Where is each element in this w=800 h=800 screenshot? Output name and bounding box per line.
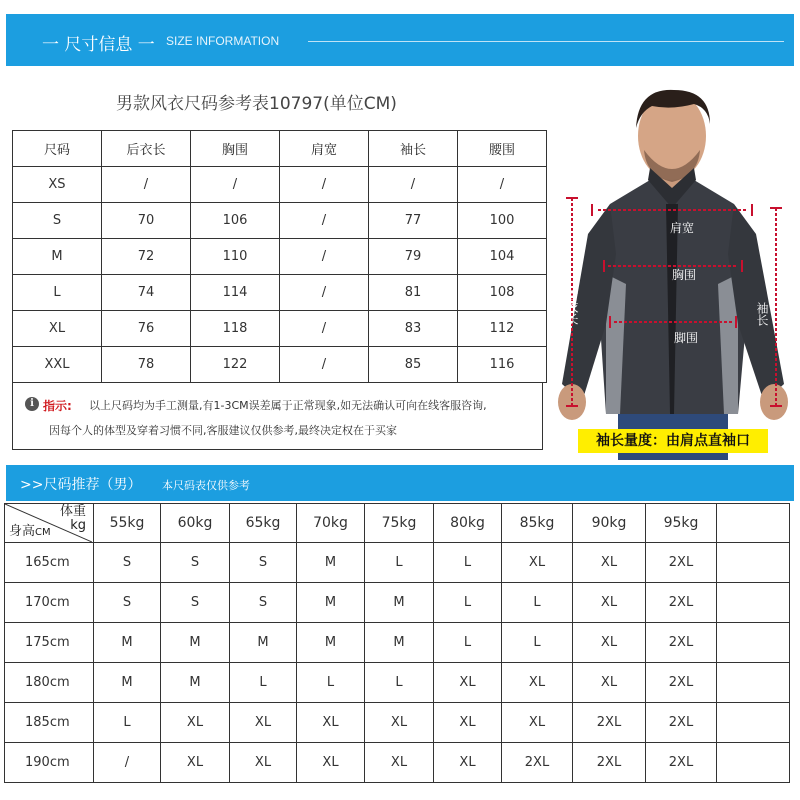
size-cell: XL xyxy=(365,743,434,783)
size-cell: M xyxy=(297,543,365,583)
weight-header xyxy=(717,504,790,543)
table-cell: 72 xyxy=(102,239,191,275)
table-cell: / xyxy=(280,275,369,311)
size-cell: M xyxy=(94,623,161,663)
size-cell xyxy=(717,623,790,663)
corner-cell xyxy=(5,504,94,543)
size-cell: M xyxy=(230,623,297,663)
size-chart-header-row xyxy=(13,131,547,167)
size-cell: 2XL xyxy=(646,663,717,703)
table-row xyxy=(13,239,547,275)
info-icon: i xyxy=(25,397,39,411)
size-cell: XL xyxy=(297,743,365,783)
size-cell: XL xyxy=(573,663,646,703)
recommend-subtitle: 本尺码表仅供参考 xyxy=(162,479,250,492)
size-cell: XL xyxy=(573,543,646,583)
table-cell: XL xyxy=(13,311,102,347)
table-cell: 116 xyxy=(458,347,547,383)
size-cell: L xyxy=(434,623,502,663)
size-cell: 2XL xyxy=(502,743,573,783)
table-cell: 100 xyxy=(458,203,547,239)
table-cell: / xyxy=(280,239,369,275)
recommend-title: >>尺码推荐（男） xyxy=(20,477,142,493)
size-cell: XL xyxy=(573,583,646,623)
corner-kg-label: kg xyxy=(70,518,86,533)
size-cell: M xyxy=(297,623,365,663)
table-cell: 106 xyxy=(191,203,280,239)
right-hand xyxy=(760,384,788,420)
table-cell: / xyxy=(458,167,547,203)
table-cell: 70 xyxy=(102,203,191,239)
size-cell: XL xyxy=(161,743,230,783)
table-cell: L xyxy=(13,275,102,311)
size-cell: 2XL xyxy=(573,703,646,743)
table-cell: XXL xyxy=(13,347,102,383)
table-cell: / xyxy=(280,311,369,347)
size-cell: L xyxy=(434,543,502,583)
table-cell: 79 xyxy=(369,239,458,275)
size-cell: L xyxy=(365,663,434,703)
size-cell: M xyxy=(94,663,161,703)
height-label: 180cm xyxy=(5,663,94,703)
size-cell: M xyxy=(297,583,365,623)
header-title-en: SIZE INFORMATION xyxy=(166,34,280,48)
table-cell: M xyxy=(13,239,102,275)
table-cell: 78 xyxy=(102,347,191,383)
column-header: 袖长 xyxy=(369,131,458,167)
size-cell: XL xyxy=(573,623,646,663)
column-header: 后衣长 xyxy=(102,131,191,167)
height-label: 165cm xyxy=(5,543,94,583)
corner-cm-label: CM xyxy=(35,527,51,538)
size-cell: L xyxy=(297,663,365,703)
height-label: 185cm xyxy=(5,703,94,743)
weight-header: 75kg xyxy=(365,504,434,543)
table-cell: 108 xyxy=(458,275,547,311)
weight-header: 65kg xyxy=(230,504,297,543)
table-cell: / xyxy=(280,347,369,383)
back-length-label: 后衣长 xyxy=(565,289,579,325)
table-cell: 114 xyxy=(191,275,280,311)
table-row xyxy=(13,167,547,203)
note-label: 指示: xyxy=(43,399,72,413)
model-photo xyxy=(548,84,794,460)
table-cell: 104 xyxy=(458,239,547,275)
size-cell: 2XL xyxy=(573,743,646,783)
size-cell: XL xyxy=(434,703,502,743)
table-cell: 118 xyxy=(191,311,280,347)
table-row xyxy=(13,275,547,311)
size-cell: L xyxy=(365,543,434,583)
table-row xyxy=(5,703,790,743)
column-header: 胸围 xyxy=(191,131,280,167)
table-cell: 122 xyxy=(191,347,280,383)
size-cell: XL xyxy=(230,743,297,783)
size-cell xyxy=(717,543,790,583)
height-label: 175cm xyxy=(5,623,94,663)
table-cell: 76 xyxy=(102,311,191,347)
weight-header: 55kg xyxy=(94,504,161,543)
table-cell: S xyxy=(13,203,102,239)
note-line-2: 因每个人的体型及穿着习惯不同,客服建议仅供参考,最终决定权在于买家 xyxy=(49,424,397,437)
height-label: 170cm xyxy=(5,583,94,623)
sleeve-label: 袖长 xyxy=(755,302,769,326)
table-cell: 112 xyxy=(458,311,547,347)
model-jacket-illustration xyxy=(548,84,794,460)
weight-header: 60kg xyxy=(161,504,230,543)
size-cell: XL xyxy=(502,543,573,583)
shoulder-label: 肩宽 xyxy=(670,221,695,235)
size-cell: XL xyxy=(434,743,502,783)
table-cell: 110 xyxy=(191,239,280,275)
weight-header: 70kg xyxy=(297,504,365,543)
size-cell: 2XL xyxy=(646,623,717,663)
header-divider xyxy=(308,41,784,42)
note-line-1: 以上尺码均为手工测量,有1-3CM误差属于正常现象,如无法确认可向在线客服咨询, xyxy=(89,399,487,412)
corner-weight-label: 体重 xyxy=(59,504,86,519)
chest-label: 胸围 xyxy=(672,268,697,282)
size-cell: S xyxy=(94,543,161,583)
corner-height-label: 身高 xyxy=(9,524,36,539)
size-recommend-table xyxy=(4,503,790,783)
table-cell: / xyxy=(102,167,191,203)
size-cell: 2XL xyxy=(646,543,717,583)
header-title-cn: 一 尺寸信息 一 xyxy=(42,35,155,55)
table-row xyxy=(5,663,790,703)
size-cell xyxy=(717,703,790,743)
column-header: 腰围 xyxy=(458,131,547,167)
size-cell: L xyxy=(502,583,573,623)
table-cell: 74 xyxy=(102,275,191,311)
weight-header: 80kg xyxy=(434,504,502,543)
size-cell: 2XL xyxy=(646,703,717,743)
table-row xyxy=(13,203,547,239)
column-header: 尺码 xyxy=(13,131,102,167)
size-cell: S xyxy=(161,543,230,583)
size-chart-table xyxy=(12,130,547,383)
table-row xyxy=(13,311,547,347)
size-cell: XL xyxy=(434,663,502,703)
size-cell: XL xyxy=(161,703,230,743)
table-cell: / xyxy=(280,203,369,239)
table-cell: / xyxy=(369,167,458,203)
weight-header-row xyxy=(5,504,790,543)
weight-header: 85kg xyxy=(502,504,573,543)
size-cell: XL xyxy=(230,703,297,743)
size-cell: XL xyxy=(502,703,573,743)
table-cell: / xyxy=(191,167,280,203)
table-cell: 85 xyxy=(369,347,458,383)
size-cell: S xyxy=(230,583,297,623)
size-cell: S xyxy=(161,583,230,623)
size-cell xyxy=(717,583,790,623)
size-recommend-header xyxy=(6,465,794,501)
sleeve-measure-note: 袖长量度：由肩点直袖口 xyxy=(578,429,768,453)
height-label: 190cm xyxy=(5,743,94,783)
column-header: 肩宽 xyxy=(280,131,369,167)
size-cell: XL xyxy=(502,663,573,703)
size-cell: XL xyxy=(297,703,365,743)
table-row xyxy=(5,543,790,583)
table-cell: 77 xyxy=(369,203,458,239)
size-cell: M xyxy=(161,623,230,663)
size-info-header xyxy=(6,14,794,66)
size-cell: L xyxy=(434,583,502,623)
table-cell: 81 xyxy=(369,275,458,311)
table-row xyxy=(5,623,790,663)
table-row xyxy=(5,743,790,783)
size-cell: M xyxy=(161,663,230,703)
size-cell xyxy=(717,663,790,703)
size-cell: L xyxy=(230,663,297,703)
table-row xyxy=(13,347,547,383)
weight-header: 95kg xyxy=(646,504,717,543)
table-cell: XS xyxy=(13,167,102,203)
table-cell: / xyxy=(280,167,369,203)
size-cell xyxy=(717,743,790,783)
size-cell: 2XL xyxy=(646,743,717,783)
measurement-note xyxy=(12,382,543,450)
size-chart-title: 男款风衣尺码参考表10797(单位CM) xyxy=(116,94,397,114)
table-cell: 83 xyxy=(369,311,458,347)
size-cell: XL xyxy=(365,703,434,743)
size-cell: M xyxy=(365,623,434,663)
size-cell: M xyxy=(365,583,434,623)
size-cell: S xyxy=(94,583,161,623)
table-row xyxy=(5,583,790,623)
size-cell: L xyxy=(94,703,161,743)
size-cell: L xyxy=(502,623,573,663)
size-cell: S xyxy=(230,543,297,583)
size-cell: 2XL xyxy=(646,583,717,623)
size-cell: / xyxy=(94,743,161,783)
weight-header: 90kg xyxy=(573,504,646,543)
waist-label: 脚围 xyxy=(674,331,699,345)
